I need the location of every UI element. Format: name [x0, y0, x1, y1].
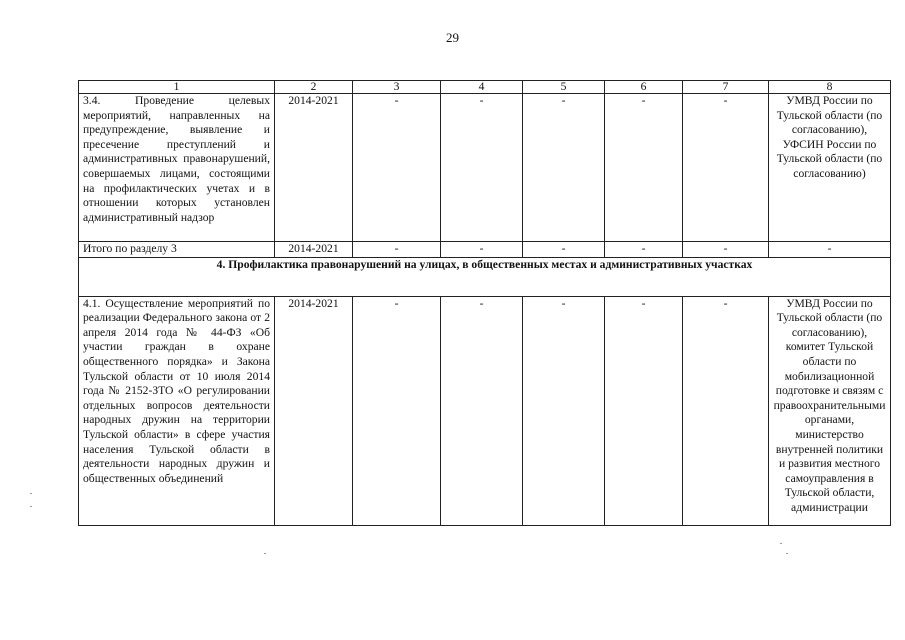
total-label: Итого по разделу 3	[79, 242, 275, 258]
measure-description: 3.4. Проведение целевых мероприятий, направленных на предупреждение, выявление и пресечение преступлений и административных правонарушений, совершаемых лицами, состоящими на профилактических учетах и в отношении которых установлен административный надзор	[79, 94, 275, 242]
scan-speck	[30, 493, 32, 494]
measures-table	[78, 80, 891, 526]
value-cell: -	[605, 94, 683, 242]
value-cell: -	[683, 296, 769, 525]
column-header: 8	[769, 81, 891, 94]
value-cell: -	[683, 242, 769, 258]
value-cell: -	[441, 242, 523, 258]
executor-cell: -	[769, 242, 891, 258]
column-header: 6	[605, 81, 683, 94]
section-header-row	[79, 257, 891, 296]
value-cell: -	[523, 242, 605, 258]
measure-description: 4.1. Осуществление мероприятий по реализации Федерального закона от 2 апреля 2014 года № 44-ФЗ «Об участии граждан в охране общественного порядка» и Закона Тульской области от 10 июля 2014 года № 2152-ЗТО «О регулировании отдельных вопросов деятельности народных дружин на территории Тульской области» в сфере участия населения Тульской области в деятельности народных дружин и общественных объединений	[79, 296, 275, 525]
section-title: 4. Профилактика правонарушений на улицах, в общественных местах и административных участках	[79, 257, 891, 296]
column-header: 2	[275, 81, 353, 94]
column-header-row	[79, 81, 891, 94]
table-row-total	[79, 242, 891, 258]
column-header: 4	[441, 81, 523, 94]
page-number: 29	[446, 30, 459, 45]
value-cell: -	[683, 94, 769, 242]
value-cell: -	[523, 296, 605, 525]
value-cell: -	[353, 296, 441, 525]
value-cell: -	[441, 296, 523, 525]
scan-speck	[786, 553, 788, 554]
scan-speck	[264, 553, 266, 554]
column-header: 7	[683, 81, 769, 94]
table-row	[79, 296, 891, 525]
value-cell: -	[605, 242, 683, 258]
value-cell: -	[353, 94, 441, 242]
executor-cell: УМВД России по Тульской области (по согласованию), УФСИН России по Тульской области (по согласованию)	[769, 94, 891, 242]
period-cell: 2014-2021	[275, 296, 353, 525]
table-row	[79, 94, 891, 242]
value-cell: -	[605, 296, 683, 525]
column-header: 5	[523, 81, 605, 94]
executor-cell: УМВД России по Тульской области (по согласованию), комитет Тульской области по мобилизационной подготовке и связям с правоохранительными органами, министерство внутренней политики и развития местного самоуправления в Тульской области, администрации	[769, 296, 891, 525]
value-cell: -	[441, 94, 523, 242]
value-cell: -	[353, 242, 441, 258]
scan-speck	[780, 543, 782, 544]
column-header: 1	[79, 81, 275, 94]
scan-speck	[30, 506, 32, 507]
period-cell: 2014-2021	[275, 94, 353, 242]
column-header: 3	[353, 81, 441, 94]
value-cell: -	[523, 94, 605, 242]
period-cell: 2014-2021	[275, 242, 353, 258]
